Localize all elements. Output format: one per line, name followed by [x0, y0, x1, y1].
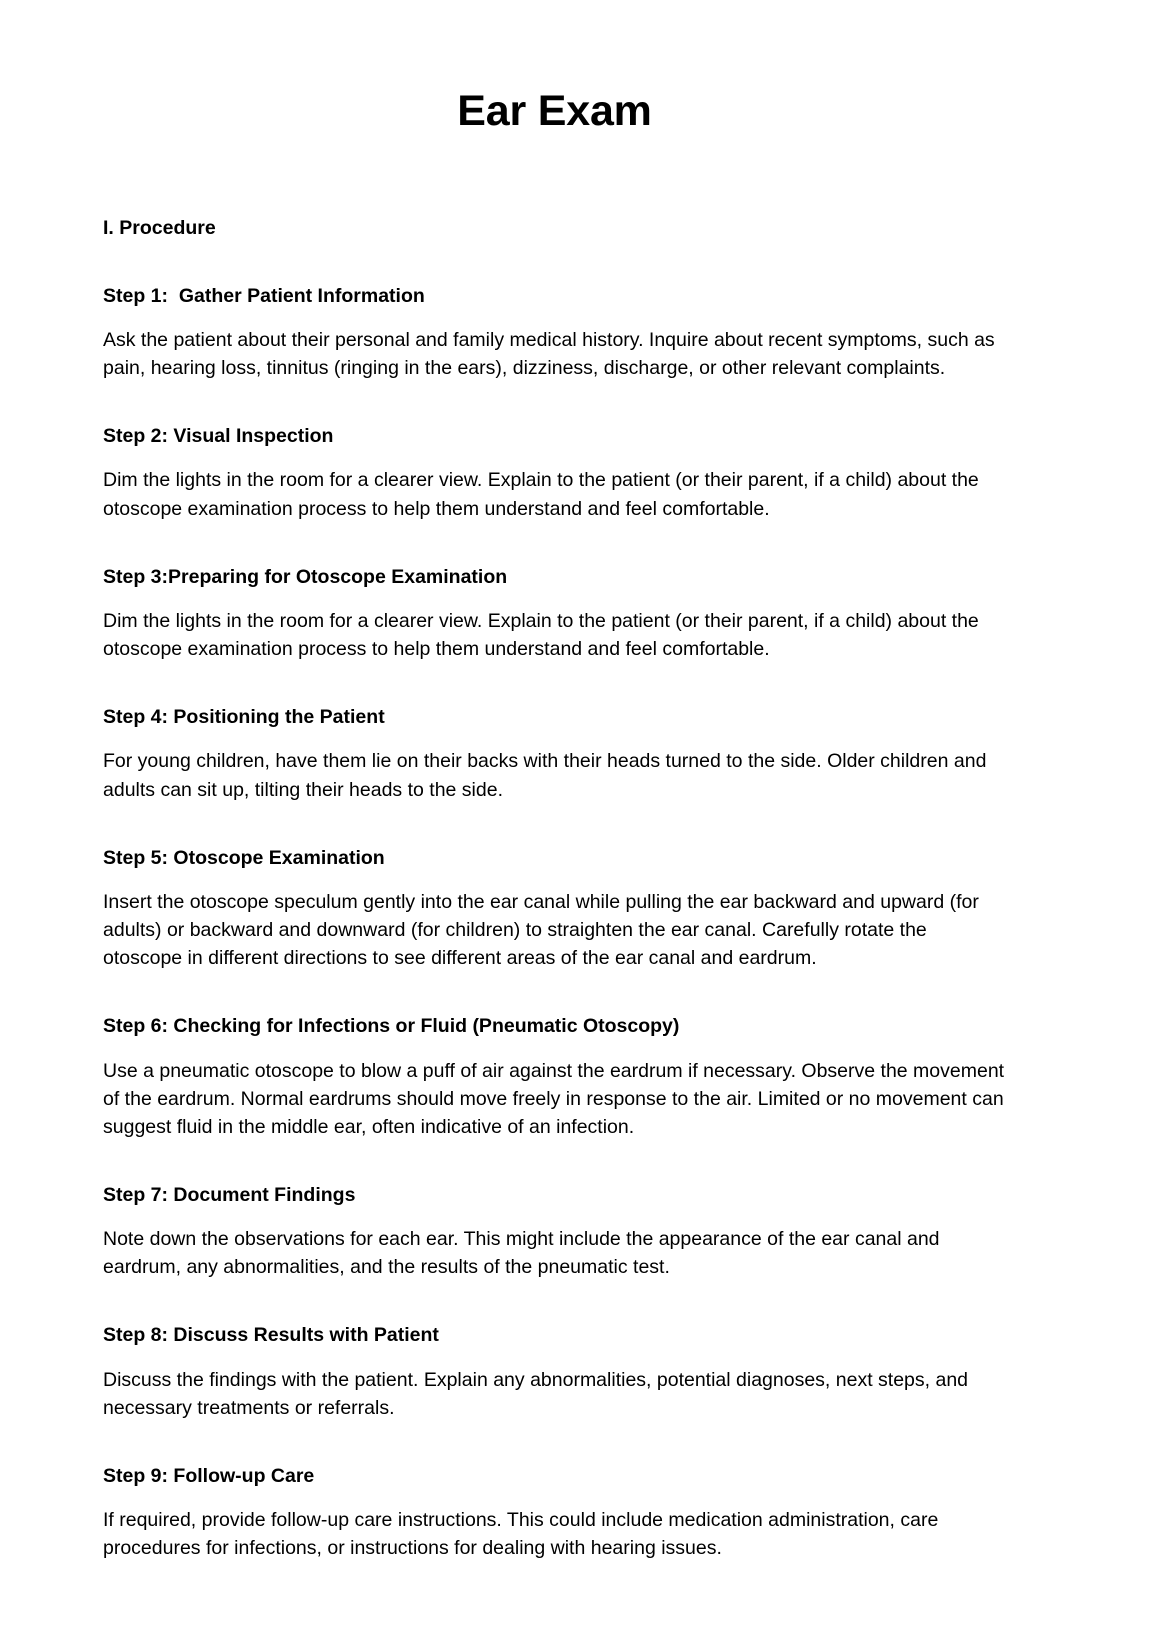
step-heading-7: Step 7: Document Findings [103, 1183, 356, 1206]
step-heading-3: Step 3:Preparing for Otoscope Examination [103, 565, 508, 588]
step-body-4: For young children, have them lie on their backs with their heads turned to the side. Older children and adults can sit up, tilting their heads to the side. [103, 750, 987, 801]
step-body-9: If required, provide follow-up care instructions. This could include medication administration, care procedures for infections, or instructions for dealing with hearing issues. [103, 1509, 939, 1560]
step-heading-5: Step 5: Otoscope Examination [103, 846, 385, 869]
step-block-5 [103, 804, 1006, 973]
step-body-2: Dim the lights in the room for a clearer view. Explain to the patient (or their parent, if a child) about the otoscope examination process to help them understand and feel comfortable. [103, 469, 979, 520]
step-heading-6: Step 6: Checking for Infections or Fluid (Pneumatic Otoscopy) [103, 1015, 680, 1038]
step-block-7 [103, 1141, 1006, 1282]
section-heading-procedure: I. Procedure [103, 217, 216, 240]
step-block-1 [103, 242, 1006, 383]
step-body-3: Dim the lights in the room for a clearer view. Explain to the patient (or their parent, if a child) about the otoscope examination process to help them understand and feel comfortable. [103, 609, 979, 661]
step-block-6 [103, 972, 1006, 1141]
step-heading-1: Step 1: Gather Patient Information [103, 284, 425, 307]
step-heading-9: Step 9: Follow-up Care [103, 1464, 315, 1487]
step-block-3 [103, 523, 1006, 664]
step-body-1: Ask the patient about their personal and family medical history. Inquire about recent symptoms, such as pain, hearing loss, tinnitus (ringing in the ears), dizziness, discharge, or other relevant complaints. [103, 328, 995, 380]
step-block-2 [103, 382, 1006, 523]
step-body-8: Discuss the findings with the patient. Explain any abnormalities, potential diagnoses, next steps, and necessary treatments or referrals. [103, 1368, 969, 1419]
step-body-5: Insert the otoscope speculum gently into the ear canal while pulling the ear backward and upward (for adults) or backward and downward (for children) to straighten the ear canal. Carefully rotate the otoscope in different directions to see different areas of the ear canal and eardrum. [103, 890, 979, 970]
step-block-8 [103, 1281, 1006, 1422]
page-title: Ear Exam [457, 87, 652, 135]
step-body-6: Use a pneumatic otoscope to blow a puff of air against the eardrum if necessary. Observe the movement of the eardrum. Normal eardrums should move freely in response to the air. Limited or no movement can suggest fluid in the middle ear, often indicative of an infection. [103, 1059, 1005, 1138]
step-body-7: Note down the observations for each ear. This might include the appearance of the ear canal and eardrum, any abnormalities, and the results of the pneumatic test. [103, 1228, 940, 1279]
step-heading-4: Step 4: Positioning the Patient [103, 706, 385, 729]
step-heading-8: Step 8: Discuss Results with Patient [103, 1324, 439, 1347]
step-heading-2: Step 2: Visual Inspection [103, 425, 334, 448]
document-content [103, 0, 1006, 1562]
step-block-4 [103, 663, 1006, 804]
step-block-9 [103, 1422, 1006, 1563]
